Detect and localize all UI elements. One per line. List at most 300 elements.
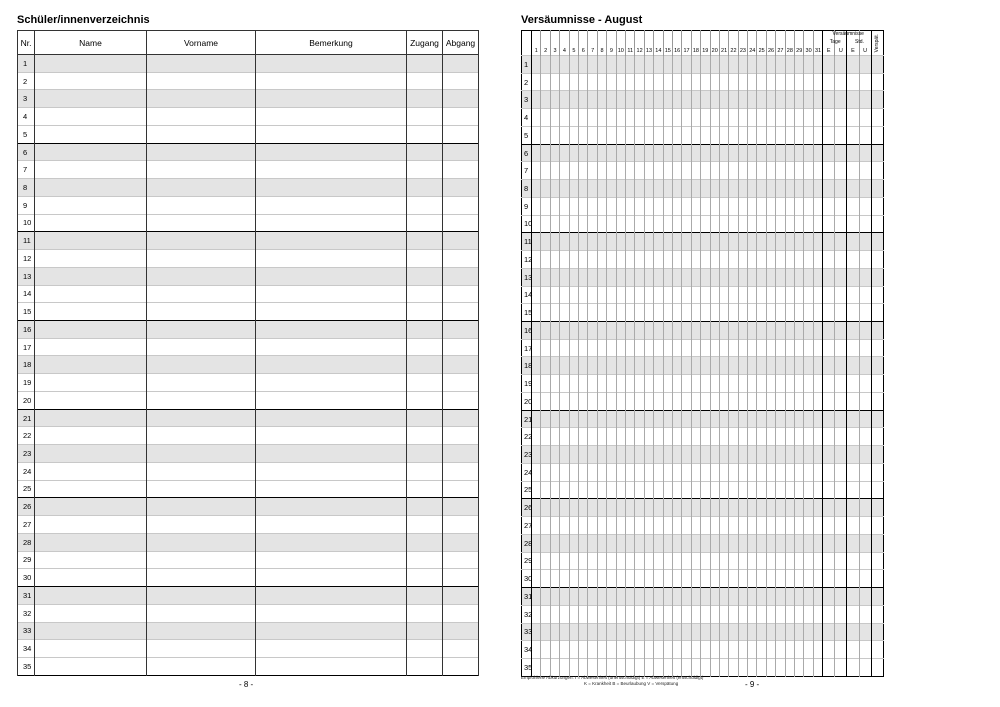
day-cell[interactable] — [682, 605, 691, 623]
day-cell[interactable] — [532, 463, 541, 481]
day-cell[interactable] — [550, 357, 559, 375]
verspaetet-cell[interactable] — [871, 428, 883, 446]
day-cell[interactable] — [532, 392, 541, 410]
day-cell[interactable] — [616, 463, 625, 481]
day-cell[interactable] — [663, 375, 672, 393]
day-cell[interactable] — [569, 481, 578, 499]
day-cell[interactable] — [672, 73, 681, 91]
absence-count-cell[interactable] — [847, 641, 859, 659]
bemerkung-cell[interactable] — [256, 480, 407, 498]
day-cell[interactable] — [597, 144, 606, 162]
day-cell[interactable] — [719, 588, 728, 606]
day-cell[interactable] — [663, 534, 672, 552]
day-cell[interactable] — [682, 215, 691, 233]
day-cell[interactable] — [691, 268, 700, 286]
day-cell[interactable] — [635, 481, 644, 499]
day-cell[interactable] — [597, 197, 606, 215]
day-cell[interactable] — [635, 641, 644, 659]
day-cell[interactable] — [541, 392, 550, 410]
day-cell[interactable] — [550, 268, 559, 286]
day-cell[interactable] — [766, 552, 775, 570]
day-cell[interactable] — [616, 605, 625, 623]
day-cell[interactable] — [532, 215, 541, 233]
day-cell[interactable] — [682, 517, 691, 535]
zugang-cell[interactable] — [407, 640, 443, 658]
day-cell[interactable] — [710, 233, 719, 251]
day-cell[interactable] — [813, 91, 822, 109]
day-cell[interactable] — [729, 286, 738, 304]
day-cell[interactable] — [569, 162, 578, 180]
day-cell[interactable] — [654, 268, 663, 286]
day-cell[interactable] — [672, 410, 681, 428]
day-cell[interactable] — [607, 286, 616, 304]
verspaetet-cell[interactable] — [871, 534, 883, 552]
day-cell[interactable] — [691, 552, 700, 570]
abgang-cell[interactable] — [443, 55, 479, 73]
day-cell[interactable] — [766, 322, 775, 340]
absence-count-cell[interactable] — [859, 641, 871, 659]
verspaetet-cell[interactable] — [871, 144, 883, 162]
day-cell[interactable] — [672, 588, 681, 606]
name-cell[interactable] — [35, 480, 147, 498]
day-cell[interactable] — [635, 180, 644, 198]
day-cell[interactable] — [532, 623, 541, 641]
day-cell[interactable] — [588, 304, 597, 322]
abgang-cell[interactable] — [443, 409, 479, 427]
absence-count-cell[interactable] — [835, 304, 847, 322]
day-cell[interactable] — [766, 658, 775, 676]
day-cell[interactable] — [663, 126, 672, 144]
day-cell[interactable] — [795, 322, 804, 340]
day-cell[interactable] — [785, 410, 794, 428]
day-cell[interactable] — [776, 375, 785, 393]
absence-count-cell[interactable] — [847, 126, 859, 144]
abgang-cell[interactable] — [443, 569, 479, 587]
absence-count-cell[interactable] — [859, 357, 871, 375]
vorname-cell[interactable] — [147, 640, 256, 658]
day-cell[interactable] — [569, 428, 578, 446]
absence-count-cell[interactable] — [835, 286, 847, 304]
day-cell[interactable] — [663, 588, 672, 606]
day-cell[interactable] — [616, 197, 625, 215]
day-cell[interactable] — [569, 197, 578, 215]
day-cell[interactable] — [560, 463, 569, 481]
name-cell[interactable] — [35, 569, 147, 587]
day-cell[interactable] — [795, 392, 804, 410]
day-cell[interactable] — [532, 56, 541, 74]
day-cell[interactable] — [804, 126, 813, 144]
bemerkung-cell[interactable] — [256, 462, 407, 480]
day-cell[interactable] — [776, 109, 785, 127]
day-cell[interactable] — [748, 286, 757, 304]
day-cell[interactable] — [795, 233, 804, 251]
day-cell[interactable] — [635, 339, 644, 357]
day-cell[interactable] — [691, 375, 700, 393]
vorname-cell[interactable] — [147, 569, 256, 587]
day-cell[interactable] — [748, 233, 757, 251]
bemerkung-cell[interactable] — [256, 90, 407, 108]
vorname-cell[interactable] — [147, 551, 256, 569]
day-cell[interactable] — [550, 91, 559, 109]
day-cell[interactable] — [701, 570, 710, 588]
absence-count-cell[interactable] — [847, 233, 859, 251]
abgang-cell[interactable] — [443, 232, 479, 250]
day-cell[interactable] — [748, 162, 757, 180]
day-cell[interactable] — [672, 197, 681, 215]
day-cell[interactable] — [785, 605, 794, 623]
day-cell[interactable] — [560, 339, 569, 357]
day-cell[interactable] — [616, 517, 625, 535]
day-cell[interactable] — [588, 570, 597, 588]
bemerkung-cell[interactable] — [256, 303, 407, 321]
absence-count-cell[interactable] — [847, 304, 859, 322]
day-cell[interactable] — [757, 339, 766, 357]
day-cell[interactable] — [626, 658, 635, 676]
day-cell[interactable] — [672, 641, 681, 659]
day-cell[interactable] — [672, 605, 681, 623]
day-cell[interactable] — [607, 357, 616, 375]
day-cell[interactable] — [710, 517, 719, 535]
day-cell[interactable] — [541, 73, 550, 91]
day-cell[interactable] — [719, 428, 728, 446]
day-cell[interactable] — [795, 357, 804, 375]
absence-count-cell[interactable] — [859, 588, 871, 606]
day-cell[interactable] — [766, 410, 775, 428]
day-cell[interactable] — [597, 623, 606, 641]
day-cell[interactable] — [550, 162, 559, 180]
day-cell[interactable] — [748, 588, 757, 606]
day-cell[interactable] — [710, 339, 719, 357]
day-cell[interactable] — [766, 499, 775, 517]
day-cell[interactable] — [710, 73, 719, 91]
day-cell[interactable] — [607, 197, 616, 215]
day-cell[interactable] — [776, 410, 785, 428]
day-cell[interactable] — [532, 588, 541, 606]
day-cell[interactable] — [691, 91, 700, 109]
name-cell[interactable] — [35, 640, 147, 658]
day-cell[interactable] — [813, 162, 822, 180]
day-cell[interactable] — [682, 339, 691, 357]
day-cell[interactable] — [635, 304, 644, 322]
day-cell[interactable] — [766, 73, 775, 91]
day-cell[interactable] — [672, 570, 681, 588]
day-cell[interactable] — [748, 357, 757, 375]
day-cell[interactable] — [813, 605, 822, 623]
day-cell[interactable] — [635, 446, 644, 464]
day-cell[interactable] — [729, 180, 738, 198]
day-cell[interactable] — [785, 144, 794, 162]
day-cell[interactable] — [607, 446, 616, 464]
abgang-cell[interactable] — [443, 480, 479, 498]
day-cell[interactable] — [579, 375, 588, 393]
day-cell[interactable] — [757, 109, 766, 127]
day-cell[interactable] — [813, 446, 822, 464]
day-cell[interactable] — [710, 286, 719, 304]
absence-count-cell[interactable] — [835, 658, 847, 676]
day-cell[interactable] — [616, 375, 625, 393]
day-cell[interactable] — [795, 534, 804, 552]
day-cell[interactable] — [616, 268, 625, 286]
day-cell[interactable] — [579, 517, 588, 535]
day-cell[interactable] — [719, 410, 728, 428]
day-cell[interactable] — [710, 410, 719, 428]
day-cell[interactable] — [654, 304, 663, 322]
day-cell[interactable] — [644, 109, 653, 127]
day-cell[interactable] — [644, 446, 653, 464]
bemerkung-cell[interactable] — [256, 338, 407, 356]
day-cell[interactable] — [776, 534, 785, 552]
day-cell[interactable] — [682, 322, 691, 340]
absence-count-cell[interactable] — [847, 552, 859, 570]
day-cell[interactable] — [804, 304, 813, 322]
day-cell[interactable] — [766, 392, 775, 410]
vorname-cell[interactable] — [147, 427, 256, 445]
vorname-cell[interactable] — [147, 214, 256, 232]
day-cell[interactable] — [701, 215, 710, 233]
day-cell[interactable] — [766, 162, 775, 180]
absence-count-cell[interactable] — [847, 286, 859, 304]
day-cell[interactable] — [588, 109, 597, 127]
day-cell[interactable] — [776, 73, 785, 91]
day-cell[interactable] — [691, 56, 700, 74]
verspaetet-cell[interactable] — [871, 56, 883, 74]
day-cell[interactable] — [719, 499, 728, 517]
day-cell[interactable] — [654, 126, 663, 144]
day-cell[interactable] — [776, 428, 785, 446]
day-cell[interactable] — [644, 481, 653, 499]
day-cell[interactable] — [626, 605, 635, 623]
vorname-cell[interactable] — [147, 303, 256, 321]
day-cell[interactable] — [710, 375, 719, 393]
day-cell[interactable] — [569, 339, 578, 357]
day-cell[interactable] — [588, 357, 597, 375]
zugang-cell[interactable] — [407, 90, 443, 108]
day-cell[interactable] — [766, 215, 775, 233]
day-cell[interactable] — [597, 357, 606, 375]
verspaetet-cell[interactable] — [871, 109, 883, 127]
day-cell[interactable] — [813, 463, 822, 481]
verspaetet-cell[interactable] — [871, 180, 883, 198]
day-cell[interactable] — [738, 357, 747, 375]
day-cell[interactable] — [635, 463, 644, 481]
vorname-cell[interactable] — [147, 143, 256, 161]
day-cell[interactable] — [776, 339, 785, 357]
bemerkung-cell[interactable] — [256, 374, 407, 392]
day-cell[interactable] — [579, 162, 588, 180]
day-cell[interactable] — [682, 552, 691, 570]
day-cell[interactable] — [701, 268, 710, 286]
day-cell[interactable] — [635, 605, 644, 623]
vorname-cell[interactable] — [147, 250, 256, 268]
day-cell[interactable] — [550, 197, 559, 215]
absence-count-cell[interactable] — [859, 410, 871, 428]
absence-count-cell[interactable] — [835, 481, 847, 499]
day-cell[interactable] — [691, 126, 700, 144]
day-cell[interactable] — [804, 268, 813, 286]
day-cell[interactable] — [748, 534, 757, 552]
day-cell[interactable] — [654, 463, 663, 481]
verspaetet-cell[interactable] — [871, 517, 883, 535]
day-cell[interactable] — [701, 357, 710, 375]
day-cell[interactable] — [541, 446, 550, 464]
day-cell[interactable] — [719, 233, 728, 251]
day-cell[interactable] — [672, 552, 681, 570]
day-cell[interactable] — [672, 144, 681, 162]
day-cell[interactable] — [729, 73, 738, 91]
vorname-cell[interactable] — [147, 391, 256, 409]
day-cell[interactable] — [738, 215, 747, 233]
day-cell[interactable] — [776, 588, 785, 606]
bemerkung-cell[interactable] — [256, 285, 407, 303]
day-cell[interactable] — [663, 197, 672, 215]
verspaetet-cell[interactable] — [871, 570, 883, 588]
day-cell[interactable] — [550, 339, 559, 357]
day-cell[interactable] — [569, 233, 578, 251]
day-cell[interactable] — [560, 357, 569, 375]
day-cell[interactable] — [616, 304, 625, 322]
day-cell[interactable] — [663, 180, 672, 198]
day-cell[interactable] — [719, 605, 728, 623]
bemerkung-cell[interactable] — [256, 125, 407, 143]
day-cell[interactable] — [691, 517, 700, 535]
day-cell[interactable] — [654, 658, 663, 676]
day-cell[interactable] — [691, 357, 700, 375]
day-cell[interactable] — [541, 304, 550, 322]
day-cell[interactable] — [719, 197, 728, 215]
day-cell[interactable] — [635, 233, 644, 251]
bemerkung-cell[interactable] — [256, 161, 407, 179]
day-cell[interactable] — [776, 463, 785, 481]
day-cell[interactable] — [719, 162, 728, 180]
day-cell[interactable] — [804, 410, 813, 428]
day-cell[interactable] — [804, 428, 813, 446]
day-cell[interactable] — [550, 322, 559, 340]
day-cell[interactable] — [626, 517, 635, 535]
day-cell[interactable] — [701, 623, 710, 641]
day-cell[interactable] — [682, 56, 691, 74]
day-cell[interactable] — [738, 197, 747, 215]
zugang-cell[interactable] — [407, 214, 443, 232]
day-cell[interactable] — [644, 268, 653, 286]
absence-count-cell[interactable] — [847, 268, 859, 286]
day-cell[interactable] — [785, 375, 794, 393]
verspaetet-cell[interactable] — [871, 463, 883, 481]
day-cell[interactable] — [663, 641, 672, 659]
day-cell[interactable] — [729, 304, 738, 322]
day-cell[interactable] — [748, 428, 757, 446]
day-cell[interactable] — [719, 304, 728, 322]
day-cell[interactable] — [654, 251, 663, 269]
day-cell[interactable] — [804, 534, 813, 552]
day-cell[interactable] — [532, 517, 541, 535]
day-cell[interactable] — [654, 517, 663, 535]
day-cell[interactable] — [626, 428, 635, 446]
day-cell[interactable] — [541, 268, 550, 286]
absence-count-cell[interactable] — [823, 251, 835, 269]
absence-count-cell[interactable] — [859, 534, 871, 552]
day-cell[interactable] — [672, 162, 681, 180]
day-cell[interactable] — [644, 410, 653, 428]
day-cell[interactable] — [682, 375, 691, 393]
day-cell[interactable] — [597, 588, 606, 606]
day-cell[interactable] — [597, 251, 606, 269]
zugang-cell[interactable] — [407, 533, 443, 551]
day-cell[interactable] — [757, 428, 766, 446]
day-cell[interactable] — [672, 91, 681, 109]
day-cell[interactable] — [654, 481, 663, 499]
verspaetet-cell[interactable] — [871, 410, 883, 428]
absence-count-cell[interactable] — [835, 126, 847, 144]
day-cell[interactable] — [607, 658, 616, 676]
day-cell[interactable] — [607, 180, 616, 198]
day-cell[interactable] — [541, 162, 550, 180]
day-cell[interactable] — [550, 481, 559, 499]
day-cell[interactable] — [795, 304, 804, 322]
abgang-cell[interactable] — [443, 321, 479, 339]
verspaetet-cell[interactable] — [871, 499, 883, 517]
day-cell[interactable] — [635, 286, 644, 304]
day-cell[interactable] — [550, 56, 559, 74]
day-cell[interactable] — [541, 410, 550, 428]
day-cell[interactable] — [691, 499, 700, 517]
day-cell[interactable] — [795, 197, 804, 215]
day-cell[interactable] — [654, 215, 663, 233]
day-cell[interactable] — [560, 215, 569, 233]
day-cell[interactable] — [579, 215, 588, 233]
day-cell[interactable] — [729, 144, 738, 162]
day-cell[interactable] — [654, 499, 663, 517]
day-cell[interactable] — [757, 446, 766, 464]
day-cell[interactable] — [541, 463, 550, 481]
absence-count-cell[interactable] — [859, 339, 871, 357]
day-cell[interactable] — [729, 658, 738, 676]
name-cell[interactable] — [35, 551, 147, 569]
day-cell[interactable] — [569, 126, 578, 144]
day-cell[interactable] — [607, 499, 616, 517]
day-cell[interactable] — [757, 357, 766, 375]
day-cell[interactable] — [766, 233, 775, 251]
day-cell[interactable] — [813, 392, 822, 410]
absence-count-cell[interactable] — [847, 410, 859, 428]
day-cell[interactable] — [785, 233, 794, 251]
absence-count-cell[interactable] — [859, 197, 871, 215]
absence-count-cell[interactable] — [847, 215, 859, 233]
day-cell[interactable] — [785, 304, 794, 322]
day-cell[interactable] — [776, 322, 785, 340]
day-cell[interactable] — [738, 499, 747, 517]
absence-count-cell[interactable] — [823, 658, 835, 676]
day-cell[interactable] — [635, 552, 644, 570]
day-cell[interactable] — [757, 499, 766, 517]
abgang-cell[interactable] — [443, 622, 479, 640]
absence-count-cell[interactable] — [847, 605, 859, 623]
day-cell[interactable] — [757, 410, 766, 428]
day-cell[interactable] — [766, 375, 775, 393]
day-cell[interactable] — [766, 570, 775, 588]
day-cell[interactable] — [729, 126, 738, 144]
day-cell[interactable] — [804, 570, 813, 588]
day-cell[interactable] — [785, 251, 794, 269]
verspaetet-cell[interactable] — [871, 588, 883, 606]
day-cell[interactable] — [691, 605, 700, 623]
day-cell[interactable] — [748, 109, 757, 127]
vorname-cell[interactable] — [147, 267, 256, 285]
day-cell[interactable] — [579, 641, 588, 659]
day-cell[interactable] — [738, 162, 747, 180]
day-cell[interactable] — [616, 410, 625, 428]
verspaetet-cell[interactable] — [871, 286, 883, 304]
day-cell[interactable] — [795, 56, 804, 74]
